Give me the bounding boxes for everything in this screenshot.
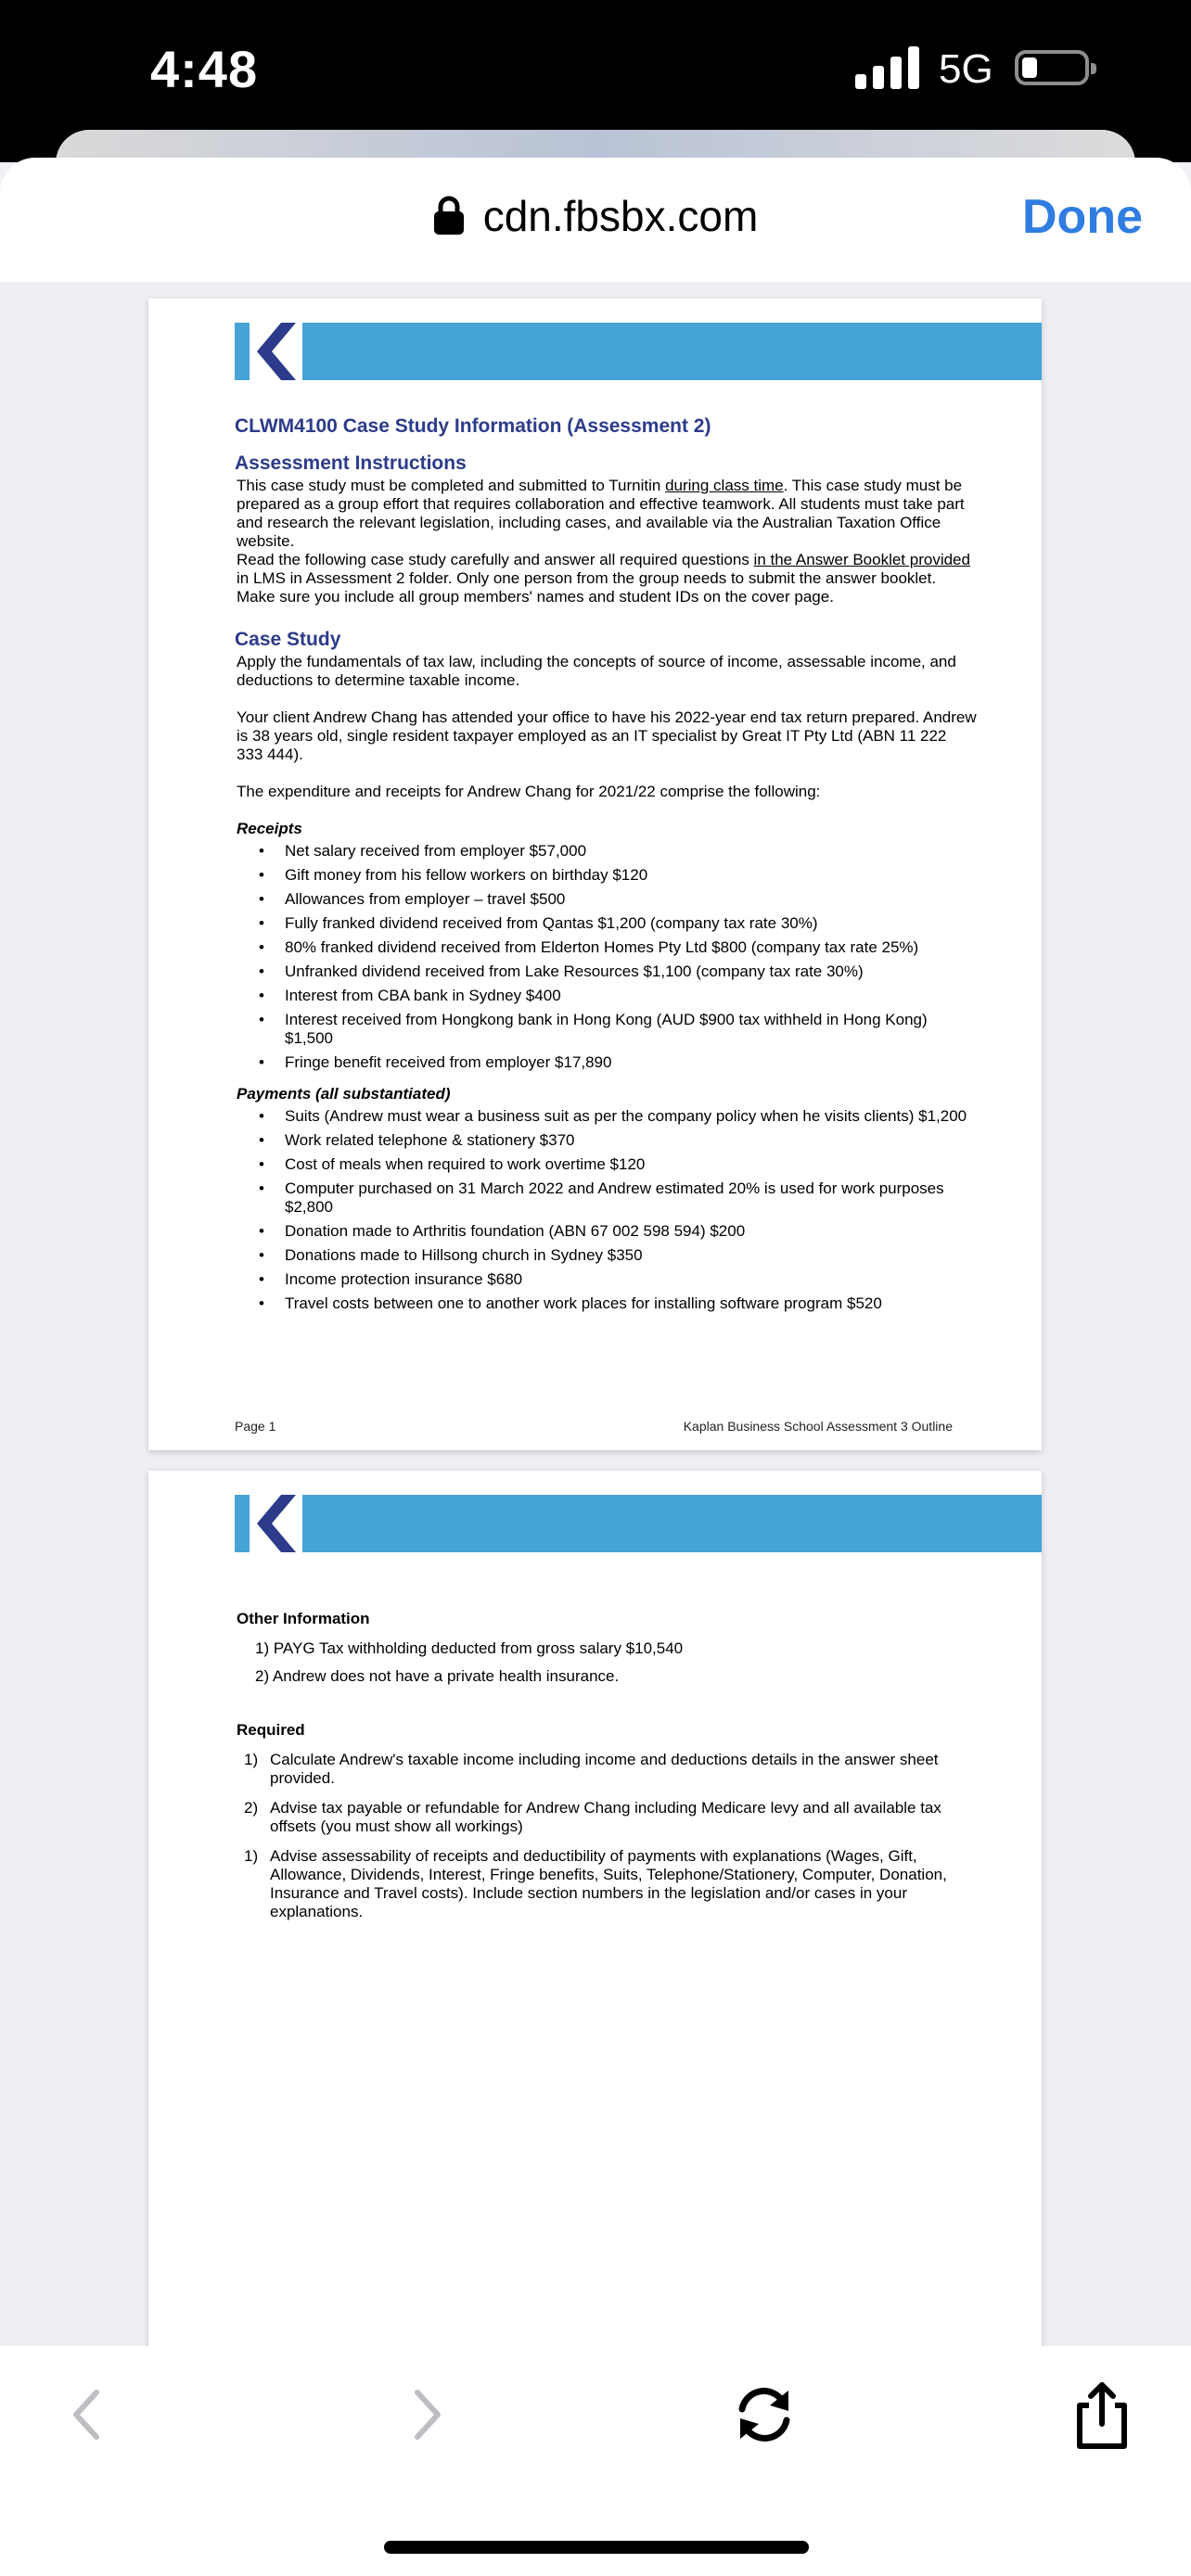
reload-icon[interactable] (727, 2378, 801, 2452)
case-paragraph-3: The expenditure and receipts for Andrew Chang for 2021/22 comprise the following: (237, 783, 821, 800)
list-item: • Donations made to Hillsong church in Sydney $350 (285, 1246, 977, 1265)
case-paragraph-1: Apply the fundamentals of tax law, including the concepts of source of income, assessable income, and deductions to determine taxable income. (237, 653, 956, 689)
url-text: cdn.fbsbx.com (482, 192, 759, 240)
chevron-left-icon[interactable] (50, 2378, 124, 2452)
document-page-1 (148, 299, 1042, 1450)
list-item: • Cost of meals when required to work overtime $120 (285, 1155, 977, 1174)
list-item: • Unfranked dividend received from Lake Resources $1,100 (company tax rate 30%) (285, 963, 977, 981)
list-item: • Computer purchased on 31 March 2022 and Andrew estimated 20% is used for work purposes $2,800 (285, 1180, 977, 1217)
lock-icon (433, 196, 465, 235)
payments-heading: Payments (all substantiated) (237, 1085, 451, 1103)
list-item: • Income protection insurance $680 (285, 1270, 977, 1289)
document-viewer[interactable] (0, 282, 1191, 2346)
browser-header (0, 158, 1191, 282)
address-bar[interactable] (0, 191, 1191, 241)
page-footer (235, 1419, 953, 1434)
list-item: • Gift money from his fellow workers on birthday $120 (285, 866, 977, 885)
list-item: 1) Calculate Andrew's taxable income including income and deductions details in the answer sheet provided. (244, 1751, 939, 1787)
page-1-content (235, 417, 977, 1319)
receipts-list (235, 842, 977, 1072)
receipts-heading: Receipts (237, 820, 302, 837)
battery-icon (1015, 50, 1089, 85)
instructions-paragraph-1: This case study must be completed and submitted to Turnitin during class time. This case study must be prepared as a group effort that requires collaboration and effective teamwork. All students must take part and research the relevant legislation, including cases, and available via the Australian Taxation Office website. (237, 477, 965, 550)
home-indicator (384, 2541, 809, 2554)
kaplan-logo (235, 323, 300, 380)
other-info-heading: Other Information (237, 1610, 370, 1627)
page-number: Page 1 (235, 1419, 276, 1434)
footer-title: Kaplan Business School Assessment 3 Outline (683, 1419, 953, 1434)
document-title: CLWM4100 Case Study Information (Assessment 2) (235, 415, 711, 437)
list-item: 2) Andrew does not have a private health insurance. (255, 1667, 620, 1685)
instructions-heading: Assessment Instructions (235, 453, 467, 474)
payments-list (235, 1107, 977, 1313)
header-band (302, 1495, 1042, 1552)
kaplan-logo (235, 1495, 300, 1552)
required-list (235, 1751, 977, 1921)
case-paragraph-2: Your client Andrew Chang has attended your office to have his 2022-year end tax return prepared. Andrew is 38 years old, single resident taxpayer employed as an IT specialist by Great IT Pty Ltd (ABN 11 222 333 444). (237, 708, 977, 763)
list-item: • Net salary received from employer $57,000 (285, 842, 977, 861)
list-item: • Interest received from Hongkong bank in Hong Kong (AUD $900 tax withheld in Hong Kong) $1,500 (285, 1011, 977, 1048)
list-item: • 80% franked dividend received from Elderton Homes Pty Ltd $800 (company tax rate 25%) (285, 938, 977, 957)
list-item: • Fringe benefit received from employer $17,890 (285, 1053, 977, 1072)
status-time: 4:48 (150, 40, 259, 98)
list-item: • Suits (Andrew must wear a business suit as per the company policy when he visits clients) $1,200 (285, 1107, 977, 1126)
list-item: 1) Advise assessability of receipts and deductibility of payments with explanations (Wages, Gift, Allowance, Dividends, Interest, Fringe benefits, Suits, Telephone/Stationery, Computer, Donation, Insurance and Travel costs). Include section numbers in the legislation and/or cases in your explanations. (244, 1847, 947, 1920)
list-item: • Fully franked dividend received from Qantas $1,200 (company tax rate 30%) (285, 914, 977, 933)
share-icon[interactable] (1065, 2378, 1139, 2452)
list-item: • Work related telephone & stationery $370 (285, 1131, 977, 1150)
list-item: • Travel costs between one to another work places for installing software program $520 (285, 1294, 977, 1313)
document-page-2 (148, 1471, 1042, 2346)
chevron-right-icon[interactable] (390, 2378, 464, 2452)
done-button[interactable]: Done (1022, 190, 1143, 244)
list-item: 1) PAYG Tax withholding deducted from gross salary $10,540 (255, 1639, 684, 1657)
page-2-content (235, 1610, 977, 1932)
list-item: • Donation made to Arthritis foundation (ABN 67 002 598 594) $200 (285, 1222, 977, 1241)
network-type: 5G (939, 46, 993, 92)
list-item: • Interest from CBA bank in Sydney $400 (285, 987, 977, 1005)
required-heading: Required (237, 1721, 305, 1739)
case-study-heading: Case Study (235, 629, 341, 650)
header-band (302, 323, 1042, 380)
list-item: 2) Advise tax payable or refundable for Andrew Chang including Medicare levy and all available tax offsets (you must show all workings) (244, 1799, 941, 1835)
list-item: • Allowances from employer – travel $500 (285, 890, 977, 909)
instructions-paragraph-2: Read the following case study carefully and answer all required questions in the Answer Booklet provided in LMS in Assessment 2 folder. Only one person from the group needs to submit the answer booklet. Make sure you include all group members' names and student IDs on the cover page. (237, 551, 970, 606)
signal-icon (855, 46, 922, 89)
